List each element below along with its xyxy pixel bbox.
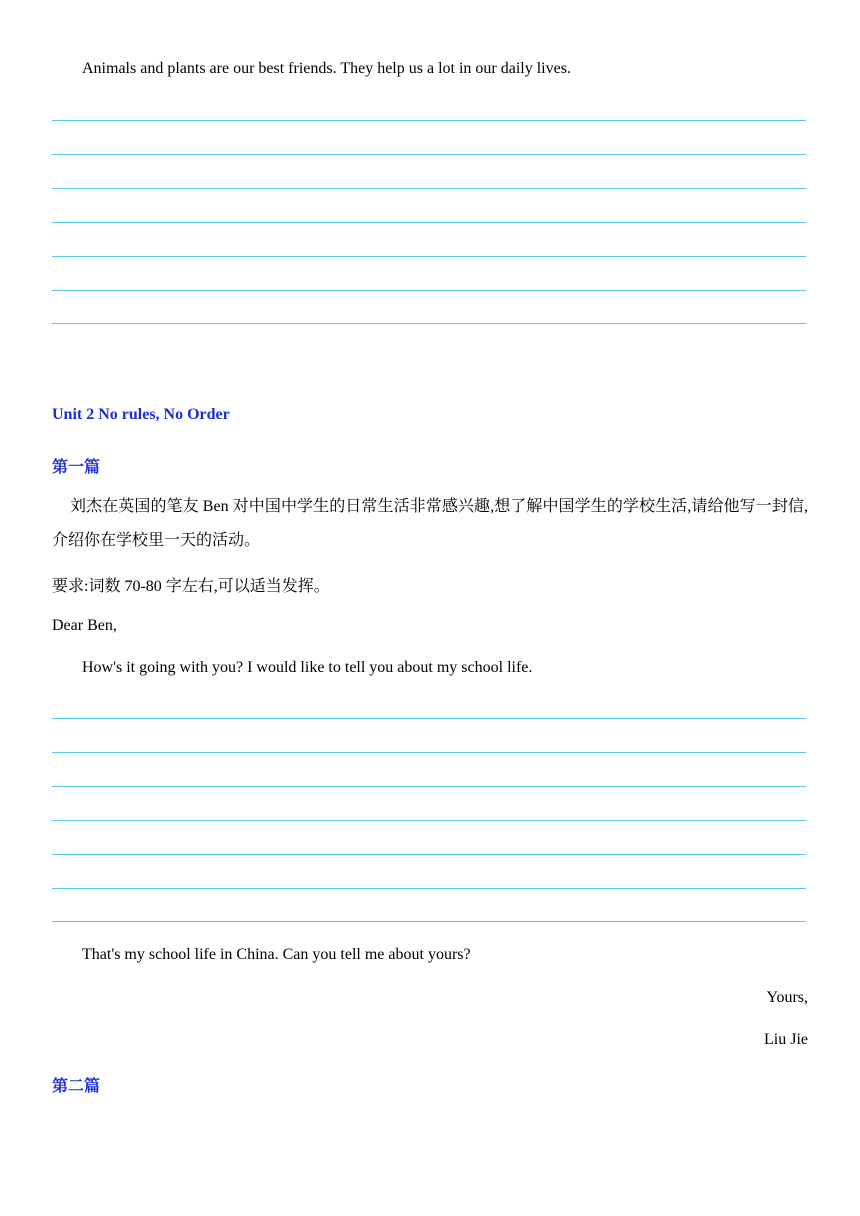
writing-line <box>52 188 806 189</box>
writing-line <box>52 222 806 223</box>
letter-opening-line: How's it going with you? I would like to tell you about my school life. <box>82 659 533 676</box>
writing-line <box>52 120 806 121</box>
writing-line <box>52 154 806 155</box>
writing-line <box>52 752 806 753</box>
word-requirement: 要求:词数 70-80 字左右,可以适当发挥。 <box>52 578 330 595</box>
letter-signature: Liu Jie <box>764 1031 808 1048</box>
writing-line <box>52 718 806 719</box>
writing-line <box>52 290 806 291</box>
unit-title: Unit 2 No rules, No Order <box>52 406 230 423</box>
writing-line <box>52 820 806 821</box>
letter-signoff: Yours, <box>766 989 808 1006</box>
writing-line <box>52 786 806 787</box>
writing-prompt: 刘杰在英国的笔友 Ben 对中国中学生的日常生活非常感兴趣,想了解中国学生的学校生活,请给他写一封信,介绍你在学校里一天的活动。 <box>52 498 808 549</box>
writing-line <box>52 854 806 855</box>
section1-opening-line: Animals and plants are our best friends. They help us a lot in our daily lives. <box>82 60 571 77</box>
writing-line <box>52 256 806 257</box>
writing-line <box>52 888 806 889</box>
writing-line <box>52 921 806 922</box>
writing-line <box>52 323 806 324</box>
letter-closing-line: That's my school life in China. Can you tell me about yours? <box>82 946 471 963</box>
part2-label: 第二篇 <box>52 1078 101 1095</box>
letter-salutation: Dear Ben, <box>52 617 117 634</box>
part1-label: 第一篇 <box>52 459 101 476</box>
